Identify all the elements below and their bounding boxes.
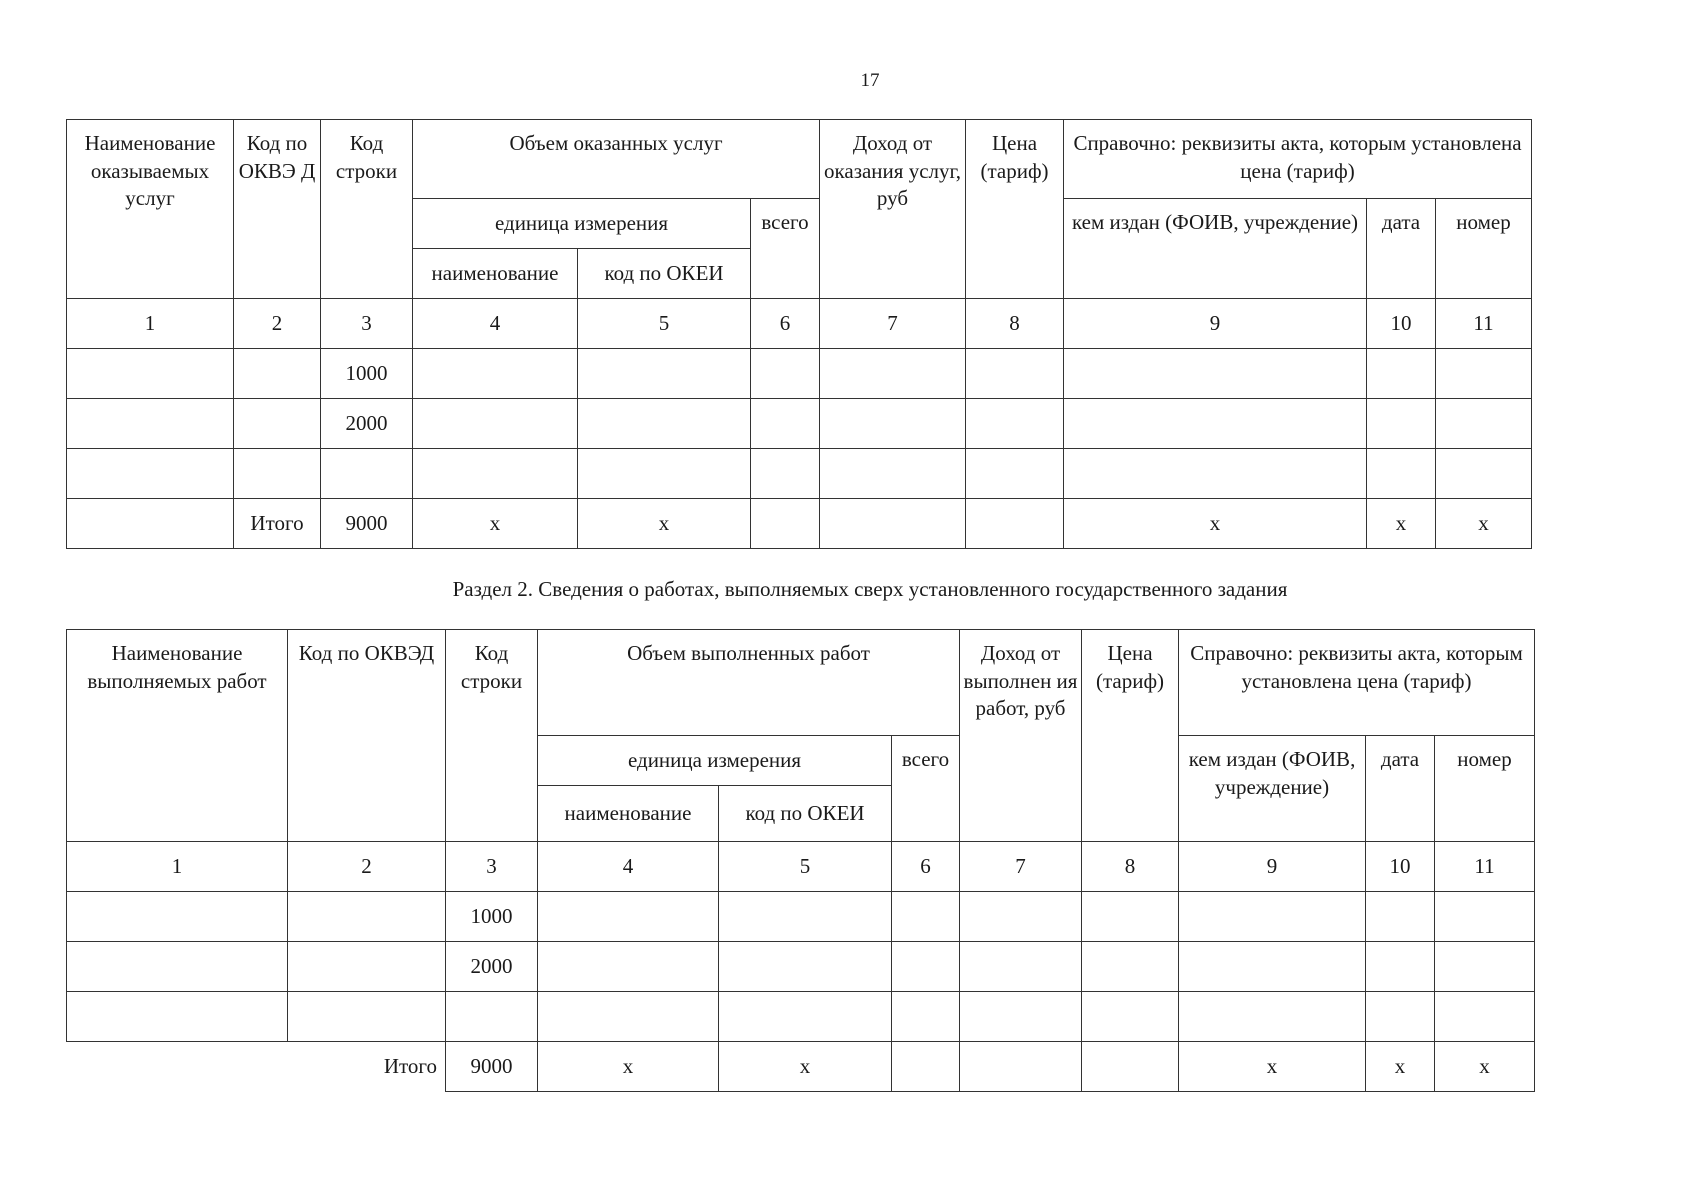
total-label: Итого xyxy=(234,499,321,549)
header-reference: Справочно: реквизиты акта, которым установлена цена (тариф) xyxy=(1064,120,1532,199)
cell xyxy=(67,892,288,942)
cell xyxy=(578,449,751,499)
column-number: 6 xyxy=(751,299,820,349)
cell xyxy=(578,349,751,399)
cell xyxy=(538,892,719,942)
x-mark: x xyxy=(1064,499,1367,549)
cell xyxy=(960,892,1082,942)
cell xyxy=(820,499,966,549)
cell xyxy=(892,992,960,1042)
column-number: 5 xyxy=(719,842,892,892)
header-issuer: кем издан (ФОИВ, учреждение) xyxy=(1064,199,1367,299)
cell xyxy=(751,499,820,549)
column-number: 9 xyxy=(1179,842,1366,892)
column-number: 4 xyxy=(538,842,719,892)
header-row-code: Код строки xyxy=(446,630,538,842)
table-row xyxy=(67,942,1535,992)
column-number: 9 xyxy=(1064,299,1367,349)
cell xyxy=(1366,942,1435,992)
cell xyxy=(960,992,1082,1042)
cell xyxy=(751,399,820,449)
cell xyxy=(67,942,288,992)
cell xyxy=(1179,892,1366,942)
cell xyxy=(288,892,446,942)
cell xyxy=(288,992,446,1042)
cell xyxy=(67,992,288,1042)
header-number: номер xyxy=(1436,199,1532,299)
x-mark: x xyxy=(1367,499,1436,549)
cell xyxy=(234,449,321,499)
cell xyxy=(538,942,719,992)
column-number: 1 xyxy=(67,842,288,892)
table-row xyxy=(67,449,1532,499)
column-number: 1 xyxy=(67,299,234,349)
cell xyxy=(1082,1042,1179,1092)
x-mark: x xyxy=(1366,1042,1435,1092)
row-code xyxy=(446,992,538,1042)
cell xyxy=(820,399,966,449)
header-date: дата xyxy=(1367,199,1436,299)
header-okei: код по ОКЕИ xyxy=(578,249,751,299)
cell xyxy=(1367,399,1436,449)
column-number: 2 xyxy=(288,842,446,892)
x-mark: x xyxy=(578,499,751,549)
cell xyxy=(1366,992,1435,1042)
cell xyxy=(966,349,1064,399)
cell xyxy=(820,449,966,499)
cell xyxy=(413,449,578,499)
cell xyxy=(234,349,321,399)
cell xyxy=(413,399,578,449)
section-2-title: Раздел 2. Сведения о работах, выполняемых сверх установленного государственного задания xyxy=(452,577,1288,601)
column-number: 10 xyxy=(1366,842,1435,892)
x-mark: x xyxy=(1436,499,1532,549)
header-total: всего xyxy=(892,736,960,842)
cell xyxy=(892,892,960,942)
cell xyxy=(1082,892,1179,942)
row-code: 1000 xyxy=(446,892,538,942)
cell xyxy=(1082,992,1179,1042)
cell xyxy=(67,399,234,449)
header-issuer: кем издан (ФОИВ, учреждение) xyxy=(1179,736,1366,842)
cell xyxy=(966,449,1064,499)
header-okved: Код по ОКВЭ Д xyxy=(234,120,321,299)
cell xyxy=(1435,942,1535,992)
header-income: Доход от выполнен ия работ, руб xyxy=(960,630,1082,842)
header-number: номер xyxy=(1435,736,1535,842)
cell xyxy=(1436,399,1532,449)
cell xyxy=(234,399,321,449)
cell xyxy=(1435,992,1535,1042)
header-unit-name: наименование xyxy=(413,249,578,299)
column-number: 10 xyxy=(1367,299,1436,349)
cell xyxy=(719,942,892,992)
works-table xyxy=(66,629,1535,1092)
header-okved: Код по ОКВЭД xyxy=(288,630,446,842)
header-volume: Объем выполненных работ xyxy=(538,630,960,736)
cell xyxy=(413,349,578,399)
column-number: 6 xyxy=(892,842,960,892)
cell xyxy=(67,499,234,549)
x-mark: x xyxy=(538,1042,719,1092)
cell xyxy=(892,942,960,992)
cell xyxy=(1064,449,1367,499)
row-code: 2000 xyxy=(321,399,413,449)
row-code xyxy=(321,449,413,499)
row-code: 1000 xyxy=(321,349,413,399)
cell xyxy=(820,349,966,399)
cell xyxy=(960,1042,1082,1092)
total-row xyxy=(67,1042,1535,1092)
total-label: Итого xyxy=(67,1042,446,1092)
cell xyxy=(966,399,1064,449)
services-table xyxy=(66,119,1532,549)
cell xyxy=(1366,892,1435,942)
cell xyxy=(751,449,820,499)
column-number: 3 xyxy=(321,299,413,349)
row-code: 2000 xyxy=(446,942,538,992)
cell xyxy=(67,449,234,499)
cell xyxy=(67,349,234,399)
table-row xyxy=(67,399,1532,449)
table-row xyxy=(67,992,1535,1042)
total-code: 9000 xyxy=(321,499,413,549)
header-unit: единица измерения xyxy=(538,736,892,786)
column-number: 11 xyxy=(1436,299,1532,349)
header-unit-name: наименование xyxy=(538,786,719,842)
cell xyxy=(578,399,751,449)
cell xyxy=(1179,992,1366,1042)
total-code: 9000 xyxy=(446,1042,538,1092)
cell xyxy=(1064,399,1367,449)
x-mark: x xyxy=(719,1042,892,1092)
cell xyxy=(751,349,820,399)
header-price: Цена (тариф) xyxy=(1082,630,1179,842)
column-number: 7 xyxy=(820,299,966,349)
header-price: Цена (тариф) xyxy=(966,120,1064,299)
header-work-name: Наименование выполняемых работ xyxy=(67,630,288,842)
cell xyxy=(538,992,719,1042)
cell xyxy=(1082,942,1179,992)
column-number: 8 xyxy=(1082,842,1179,892)
cell xyxy=(1179,942,1366,992)
cell xyxy=(1436,449,1532,499)
cell xyxy=(1367,349,1436,399)
cell xyxy=(1436,349,1532,399)
column-number: 7 xyxy=(960,842,1082,892)
cell xyxy=(892,1042,960,1092)
header-reference: Справочно: реквизиты акта, которым установлена цена (тариф) xyxy=(1179,630,1535,736)
cell xyxy=(1064,349,1367,399)
cell xyxy=(288,942,446,992)
cell xyxy=(966,499,1064,549)
column-number: 5 xyxy=(578,299,751,349)
column-number: 2 xyxy=(234,299,321,349)
cell xyxy=(1367,449,1436,499)
column-number: 11 xyxy=(1435,842,1535,892)
column-numbers-row xyxy=(67,842,1535,892)
header-income: Доход от оказания услуг, руб xyxy=(820,120,966,299)
header-service-name: Наименование оказываемых услуг xyxy=(67,120,234,299)
column-number: 3 xyxy=(446,842,538,892)
header-date: дата xyxy=(1366,736,1435,842)
table-row xyxy=(67,349,1532,399)
cell xyxy=(719,892,892,942)
column-number: 8 xyxy=(966,299,1064,349)
total-row xyxy=(67,499,1532,549)
cell xyxy=(960,942,1082,992)
header-okei: код по ОКЕИ xyxy=(719,786,892,842)
x-mark: x xyxy=(1179,1042,1366,1092)
cell xyxy=(1435,892,1535,942)
table-row xyxy=(67,892,1535,942)
column-numbers-row xyxy=(67,299,1532,349)
column-number: 4 xyxy=(413,299,578,349)
header-row-code: Код строки xyxy=(321,120,413,299)
header-volume: Объем оказанных услуг xyxy=(413,120,820,199)
header-unit: единица измерения xyxy=(413,199,751,249)
x-mark: x xyxy=(413,499,578,549)
page-number: 17 xyxy=(860,70,880,91)
header-total: всего xyxy=(751,199,820,299)
x-mark: x xyxy=(1435,1042,1535,1092)
cell xyxy=(719,992,892,1042)
